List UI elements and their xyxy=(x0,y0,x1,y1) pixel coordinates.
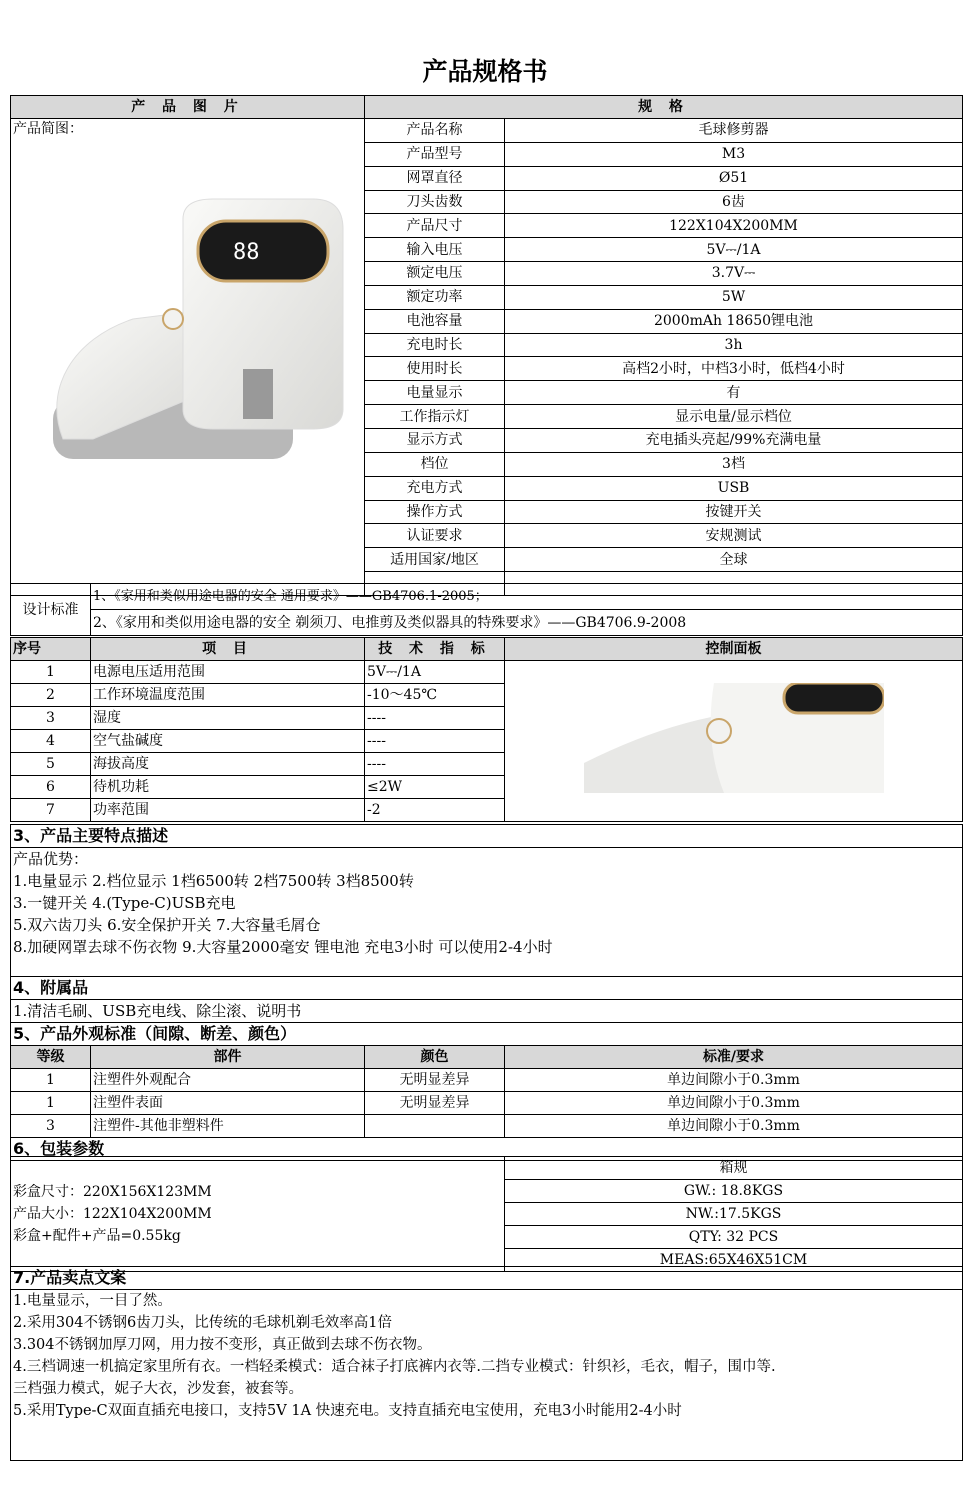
spec-key: 充电方式 xyxy=(365,476,505,500)
spec-value: 高档2小时，中档3小时，低档4小时 xyxy=(505,357,963,381)
spec-key: 产品名称 xyxy=(365,119,505,143)
tech-table xyxy=(10,637,963,822)
spec-row xyxy=(11,119,963,143)
selling-line: 4.三档调速一机搞定家里所有衣。一档轻柔模式：适合袜子打底裤内衣等.二挡专业模式：针织衫，毛衣，帽子，围巾等. xyxy=(13,1359,776,1375)
packaging-title: 6、包装参数 xyxy=(11,1138,963,1161)
svg-text:88: 88 xyxy=(233,240,260,265)
packaging-right-head: 箱规 xyxy=(505,1157,963,1180)
appearance-std: 单边间隙小于0.3mm xyxy=(505,1069,963,1092)
spec-value: M3 xyxy=(505,142,963,166)
tech-header-no: 序号 xyxy=(11,638,91,661)
control-panel-image-cell xyxy=(505,661,963,822)
spec-value: 3.7V⎓ xyxy=(505,262,963,286)
spec-key: 电量显示 xyxy=(365,381,505,405)
appearance-header-part: 部件 xyxy=(91,1046,365,1069)
spec-key: 产品尺寸 xyxy=(365,214,505,238)
packaging-meas: MEAS:65X46X51CM xyxy=(505,1249,963,1272)
design-standard-line: 1、《家用和类似用途电器的安全 通用要求》——GB4706.1-2005； xyxy=(91,584,963,610)
tech-item: 电源电压适用范围 xyxy=(91,661,365,684)
tech-spec: -10～45℃ xyxy=(365,684,505,707)
appearance-level: 3 xyxy=(11,1115,91,1138)
spec-key: 刀头齿数 xyxy=(365,190,505,214)
design-standard-line: 2、《家用和类似用途电器的安全 剃须刀、电推剪及类似器具的特殊要求》——GB4706.9-2008 xyxy=(91,610,963,636)
accessories-title: 4、附属品 xyxy=(11,977,963,1000)
appearance-part: 注塑件外观配合 xyxy=(91,1069,365,1092)
design-standard-label: 设计标准 xyxy=(11,584,91,636)
tech-item: 待机功耗 xyxy=(91,776,365,799)
control-panel-image xyxy=(584,683,884,793)
tech-spec: 5V⎓/1A xyxy=(365,661,505,684)
spec-key: 产品型号 xyxy=(365,142,505,166)
spec-key: 额定电压 xyxy=(365,262,505,286)
tech-no: 4 xyxy=(11,730,91,753)
tech-header-item: 项 目 xyxy=(91,638,365,661)
selling-line: 3.304不锈钢加厚刀网，用力按不变形，真正做到去球不伤衣物。 xyxy=(13,1337,432,1353)
spec-key: 充电时长 xyxy=(365,333,505,357)
tech-no: 1 xyxy=(11,661,91,684)
spec-value: 122X104X200MM xyxy=(505,214,963,238)
spec-table xyxy=(10,95,963,596)
tech-spec: ≤2W xyxy=(365,776,505,799)
tech-spec: -2 xyxy=(365,799,505,822)
feature-line: 产品优势： xyxy=(13,850,89,868)
spec-key: 网罩直径 xyxy=(365,166,505,190)
appearance-color: 无明显差异 xyxy=(365,1069,505,1092)
spec-key: 输入电压 xyxy=(365,238,505,262)
spec-value: 2000mAh 18650锂电池 xyxy=(505,309,963,333)
tech-item: 空气盐碱度 xyxy=(91,730,365,753)
tech-no: 7 xyxy=(11,799,91,822)
spec-value: 6齿 xyxy=(505,190,963,214)
feature-line: 1.电量显示 2.档位显示 1档6500转 2档7500转 3档8500转 xyxy=(13,872,414,890)
appearance-header-color: 颜色 xyxy=(365,1046,505,1069)
selling-line: 2.采用304不锈钢6齿刀头，比传统的毛球机剃毛效率高1倍 xyxy=(13,1315,392,1331)
tech-header-panel: 控制面板 xyxy=(505,638,963,661)
accessories-text: 1.清洁毛刷、USB充电线、除尘滚、说明书 xyxy=(11,1000,963,1023)
feature-line: 5.双六齿刀头 6.安全保护开关 7.大容量毛屑仓 xyxy=(13,916,321,934)
packaging-table xyxy=(10,1156,963,1272)
packaging-line: 彩盒尺寸：220X156X123MM xyxy=(13,1184,212,1200)
tech-no: 3 xyxy=(11,707,91,730)
tech-no: 2 xyxy=(11,684,91,707)
spec-value: 3档 xyxy=(505,452,963,476)
spec-key: 电池容量 xyxy=(365,309,505,333)
spec-key: 显示方式 xyxy=(365,428,505,452)
spec-value: 有 xyxy=(505,381,963,405)
spec-key: 工作指示灯 xyxy=(365,405,505,429)
tech-spec: ---- xyxy=(365,707,505,730)
header-product-image: 产 品 图 片 xyxy=(11,96,365,119)
design-standard-table xyxy=(10,583,963,636)
spec-value: 3h xyxy=(505,333,963,357)
selling-table xyxy=(10,1266,963,1461)
spec-value: Ø51 xyxy=(505,166,963,190)
spec-value: 安规测试 xyxy=(505,524,963,548)
selling-line: 5.采用Type-C双面直插充电接口，支持5V 1A 快速充电。支持直插充电宝使用，充电3小时能用2-4小时 xyxy=(13,1403,682,1419)
spec-value: 5V⎓/1A xyxy=(505,238,963,262)
page-title: 产品规格书 xyxy=(422,57,548,86)
tech-item: 工作环境温度范围 xyxy=(91,684,365,707)
spec-value: 充电插头亮起/99%充满电量 xyxy=(505,428,963,452)
tech-spec: ---- xyxy=(365,730,505,753)
tech-item: 湿度 xyxy=(91,707,365,730)
packaging-line: 产品大小：122X104X200MM xyxy=(13,1206,212,1222)
spec-value: 全球 xyxy=(505,548,963,572)
spec-value: 毛球修剪器 xyxy=(505,119,963,143)
header-spec: 规 格 xyxy=(365,96,963,119)
appearance-header-std: 标准/要求 xyxy=(505,1046,963,1069)
spec-key: 额定功率 xyxy=(365,285,505,309)
appearance-level: 1 xyxy=(11,1069,91,1092)
selling-line: 三档强力模式，妮子大衣，沙发套，被套等。 xyxy=(13,1381,303,1397)
tech-no: 5 xyxy=(11,753,91,776)
appearance-part: 注塑件-其他非塑料件 xyxy=(91,1115,365,1138)
spec-key: 档位 xyxy=(365,452,505,476)
tech-header-spec: 技 术 指 标 xyxy=(365,638,505,661)
appearance-level: 1 xyxy=(11,1092,91,1115)
packaging-gw: GW.: 18.8KGS xyxy=(505,1180,963,1203)
appearance-std: 单边间隙小于0.3mm xyxy=(505,1092,963,1115)
product-image xyxy=(13,139,353,589)
feature-line: 3.一键开关 4.(Type-C)USB充电 xyxy=(13,894,236,912)
tech-spec: ---- xyxy=(365,753,505,776)
spec-key: 使用时长 xyxy=(365,357,505,381)
selling-title: 7.产品卖点文案 xyxy=(11,1267,963,1290)
tech-no: 6 xyxy=(11,776,91,799)
selling-body xyxy=(11,1290,963,1461)
packaging-line: 彩盒+配件+产品=0.55kg xyxy=(13,1228,181,1244)
appearance-std: 单边间隙小于0.3mm xyxy=(505,1115,963,1138)
spec-key: 认证要求 xyxy=(365,524,505,548)
appearance-color xyxy=(365,1115,505,1138)
features-body xyxy=(11,848,963,977)
spec-key: 适用国家/地区 xyxy=(365,548,505,572)
spec-value: 按键开关 xyxy=(505,500,963,524)
features-table xyxy=(10,824,963,1161)
spec-value: 5W xyxy=(505,285,963,309)
appearance-header-level: 等级 xyxy=(11,1046,91,1069)
packaging-nw: NW.:17.5KGS xyxy=(505,1203,963,1226)
spec-key: 操作方式 xyxy=(365,500,505,524)
features-title: 3、产品主要特点描述 xyxy=(11,825,963,848)
tech-item: 功率范围 xyxy=(91,799,365,822)
tech-item: 海拔高度 xyxy=(91,753,365,776)
spec-value: USB xyxy=(505,476,963,500)
spec-value: 显示电量/显示档位 xyxy=(505,405,963,429)
selling-line: 1.电量显示，一目了然。 xyxy=(13,1293,172,1309)
packaging-left xyxy=(11,1157,505,1272)
product-image-cell xyxy=(11,119,365,596)
feature-line: 8.加硬网罩去球不伤衣物 9.大容量2000毫安 锂电池 充电3小时 可以使用2-4小时 xyxy=(13,938,553,956)
appearance-part: 注塑件表面 xyxy=(91,1092,365,1115)
appearance-title: 5、产品外观标准（间隙、断差、颜色） xyxy=(11,1023,963,1046)
appearance-color: 无明显差异 xyxy=(365,1092,505,1115)
product-image-label: 产品简图： xyxy=(13,121,83,137)
packaging-qty: QTY: 32 PCS xyxy=(505,1226,963,1249)
